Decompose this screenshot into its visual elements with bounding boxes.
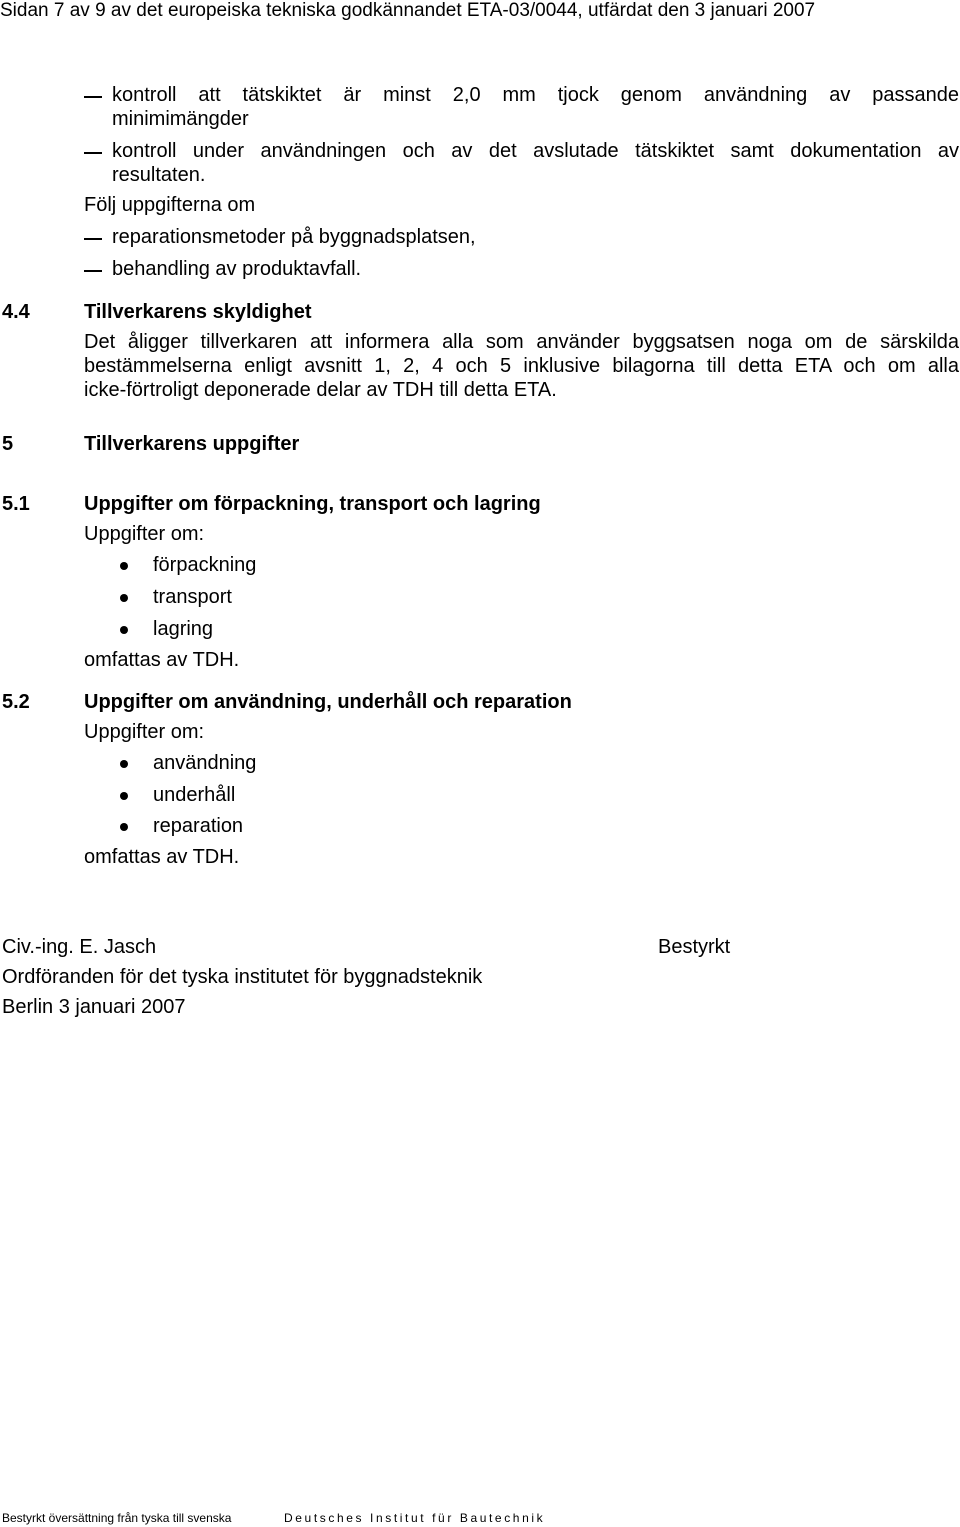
bullet-icon: [120, 626, 128, 634]
bullet-icon: [120, 760, 128, 768]
dash-bullet: [84, 96, 102, 98]
bullet-icon: [120, 562, 128, 570]
list-item: transport: [153, 586, 232, 608]
paragraph-line: icke-förtroligt deponerade delar av TDH till detta ETA.: [84, 379, 557, 401]
list-item: behandling av produktavfall.: [112, 258, 362, 280]
place-date: Berlin 3 januari 2007: [2, 996, 186, 1018]
section-number: 5: [2, 433, 14, 455]
list-item-line: resultaten.: [112, 164, 206, 186]
section-title: Tillverkarens uppgifter: [84, 433, 300, 455]
bullet-icon: [120, 823, 128, 831]
list-outro: omfattas av TDH.: [84, 846, 240, 868]
section-number: 5.1: [2, 493, 30, 515]
follow-intro: Följ uppgifterna om: [84, 194, 256, 216]
footer-right: Deutsches Institut für Bautechnik: [284, 1511, 546, 1525]
signatory-name: Civ.-ing. E. Jasch: [2, 936, 157, 958]
list-intro: Uppgifter om:: [84, 721, 205, 743]
paragraph-line: bestämmelserna enligt avsnitt 1, 2, 4 och 5 inklusive bilagorna till detta ETA och om alla: [84, 355, 959, 377]
list-item: förpackning: [153, 554, 257, 576]
signatory-role: Ordföranden för det tyska institutet för byggnadsteknik: [2, 966, 483, 988]
certified-label: Bestyrkt: [658, 936, 731, 958]
bullet-icon: [120, 792, 128, 800]
page-header: Sidan 7 av 9 av det europeiska tekniska godkännandet ETA-03/0044, utfärdat den 3 januari 2007: [0, 0, 816, 21]
list-item: användning: [153, 752, 257, 774]
list-item-line: kontroll under användningen och av det avslutade tätskiktet samt dokumentation av: [112, 140, 959, 162]
paragraph-line: Det åligger tillverkaren att informera alla som använder byggsatsen noga om de särskilda: [84, 331, 959, 353]
list-item-line: kontroll att tätskiktet är minst 2,0 mm tjock genom användning av passande: [112, 84, 959, 106]
list-item-line: minimimängder: [112, 108, 249, 130]
dash-bullet: [84, 152, 102, 154]
list-outro: omfattas av TDH.: [84, 649, 240, 671]
section-number: 5.2: [2, 691, 30, 713]
list-intro: Uppgifter om:: [84, 523, 205, 545]
section-title: Uppgifter om förpackning, transport och lagring: [84, 493, 541, 515]
section-number: 4.4: [2, 301, 30, 323]
list-item: underhåll: [153, 784, 236, 806]
list-item: lagring: [153, 618, 214, 640]
dash-bullet: [84, 238, 102, 240]
section-title: Uppgifter om användning, underhåll och reparation: [84, 691, 572, 713]
bullet-icon: [120, 594, 128, 602]
footer-left: Bestyrkt översättning från tyska till svenska: [2, 1511, 232, 1525]
section-title: Tillverkarens skyldighet: [84, 301, 312, 323]
list-item: reparationsmetoder på byggnadsplatsen,: [112, 226, 476, 248]
dash-bullet: [84, 270, 102, 272]
list-item: reparation: [153, 815, 244, 837]
